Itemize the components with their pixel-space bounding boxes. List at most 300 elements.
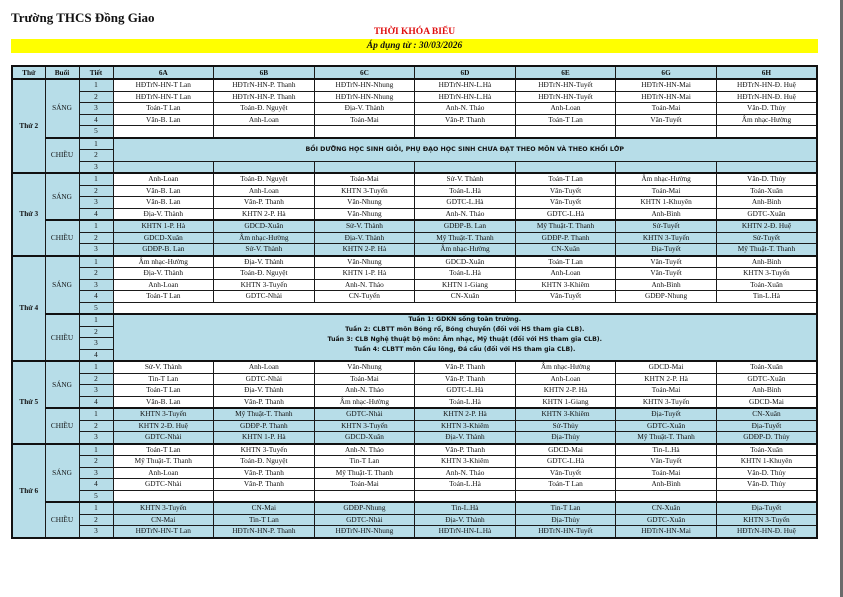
lesson-cell: Anh-Bình bbox=[616, 208, 717, 220]
lesson-cell: GDCD-Mai bbox=[716, 396, 817, 408]
applied-date-banner: Áp dụng từ : 30/03/2026 bbox=[11, 39, 818, 53]
lesson-cell: Anh-Bình bbox=[616, 279, 717, 291]
lesson-cell: KHTN 1-Giang bbox=[415, 279, 516, 291]
period-number: 2 bbox=[79, 456, 113, 468]
period-number: 2 bbox=[79, 420, 113, 432]
period-number: 4 bbox=[79, 114, 113, 126]
table-row bbox=[12, 490, 817, 502]
lesson-cell: HĐTrN-HN-P. Thanh bbox=[214, 91, 315, 103]
lesson-cell: Địa-Tuyết bbox=[616, 408, 717, 420]
lesson-cell: GDĐP-B. Lan bbox=[415, 220, 516, 232]
table-row bbox=[12, 114, 817, 126]
lesson-cell: Văn-Tuyết bbox=[616, 256, 717, 268]
period-number: 1 bbox=[79, 256, 113, 268]
lesson-cell: Anh-Loan bbox=[515, 103, 616, 115]
period-number: 2 bbox=[79, 268, 113, 280]
lesson-cell bbox=[314, 490, 415, 502]
period-number: 1 bbox=[79, 173, 113, 185]
lesson-cell bbox=[716, 126, 817, 138]
lesson-cell: Địa-V. Thành bbox=[415, 432, 516, 444]
note-line: Tuần 4: CLBTT môn Cầu lông, Đá cầu (đối với HS tham gia CLB). bbox=[354, 346, 576, 353]
lesson-cell: GDTC-Xuân bbox=[616, 420, 717, 432]
lesson-cell: Anh-Loan bbox=[515, 373, 616, 385]
lesson-cell: HĐTrN-HN-T Lan bbox=[113, 526, 214, 538]
lesson-cell: Anh-Loan bbox=[214, 361, 315, 373]
period-number: 5 bbox=[79, 302, 113, 314]
lesson-cell: Tin-T Lan bbox=[314, 456, 415, 468]
lesson-cell: KHTN 1-Khuyên bbox=[616, 197, 717, 209]
table-row bbox=[12, 373, 817, 385]
lesson-cell: Anh-N. Thảo bbox=[314, 444, 415, 456]
lesson-cell: GDĐP-P. Thanh bbox=[515, 232, 616, 244]
table-row bbox=[12, 91, 817, 103]
lesson-cell: GDĐP-B. Lan bbox=[113, 244, 214, 256]
lesson-cell: Mỹ Thuật-T. Thanh bbox=[314, 467, 415, 479]
lesson-cell bbox=[415, 126, 516, 138]
lesson-cell: Anh-Bình bbox=[716, 256, 817, 268]
table-row bbox=[12, 385, 817, 397]
period-number: 4 bbox=[79, 208, 113, 220]
lesson-cell: Văn-Nhung bbox=[314, 208, 415, 220]
lesson-cell: Văn-Tuyết bbox=[616, 456, 717, 468]
lesson-cell: CN-Xuân bbox=[515, 244, 616, 256]
lesson-cell: GDCD-Xuân bbox=[415, 256, 516, 268]
lesson-cell: Âm nhạc-Hường bbox=[515, 361, 616, 373]
period-number: 2 bbox=[79, 326, 113, 338]
period-number: 3 bbox=[79, 432, 113, 444]
period-number: 2 bbox=[79, 373, 113, 385]
lesson-cell bbox=[616, 126, 717, 138]
lesson-cell: KHTN 1-P. Hà bbox=[113, 220, 214, 232]
lesson-cell: GDTC-Nhài bbox=[113, 479, 214, 491]
timetable-title: THỜI KHÓA BIỂU bbox=[373, 27, 456, 37]
session-label-morning: SÁNG bbox=[45, 444, 79, 503]
lesson-cell: HĐTrN-HN-Nhung bbox=[314, 91, 415, 103]
col-header-class: 6H bbox=[716, 66, 817, 79]
lesson-cell bbox=[515, 161, 616, 173]
table-row bbox=[12, 502, 817, 514]
lesson-cell: KHTN 1-P. Hà bbox=[314, 268, 415, 280]
period-number: 2 bbox=[79, 150, 113, 162]
lesson-cell: Văn-D. Thủy bbox=[716, 479, 817, 491]
lesson-cell bbox=[415, 490, 516, 502]
lesson-cell bbox=[113, 126, 214, 138]
table-row bbox=[12, 444, 817, 456]
lesson-cell: GDTC-Xuân bbox=[616, 514, 717, 526]
lesson-cell: HĐTrN-HN-T Lan bbox=[113, 79, 214, 91]
lesson-cell: Toán-Xuân bbox=[716, 185, 817, 197]
lesson-cell: Mỹ Thuật-T. Thanh bbox=[716, 244, 817, 256]
table-row bbox=[12, 173, 817, 185]
lesson-cell: Toán-T Lan bbox=[113, 103, 214, 115]
lesson-cell: GDTC-Xuân bbox=[716, 373, 817, 385]
session-label-afternoon: CHIỀU bbox=[45, 502, 79, 538]
lesson-cell: GDTC-Nhài bbox=[314, 408, 415, 420]
table-row bbox=[12, 479, 817, 491]
col-header-day: Thứ bbox=[12, 66, 45, 79]
lesson-cell: Văn-Tuyết bbox=[515, 467, 616, 479]
period-number: 1 bbox=[79, 314, 113, 326]
lesson-cell: Anh-Loan bbox=[113, 279, 214, 291]
table-row bbox=[12, 79, 817, 91]
lesson-cell: GDĐP-Nhung bbox=[616, 291, 717, 303]
lesson-cell: CN-Xuân bbox=[616, 502, 717, 514]
lesson-cell: Toán-T Lan bbox=[515, 173, 616, 185]
col-header-period: Tiết bbox=[79, 66, 113, 79]
lesson-cell: Văn-B. Lan bbox=[113, 114, 214, 126]
lesson-cell: GDTC-Nhài bbox=[214, 291, 315, 303]
lesson-cell: GDĐP-P. Thanh bbox=[214, 420, 315, 432]
lesson-cell: KHTN 3-Tuyến bbox=[113, 502, 214, 514]
lesson-cell: Toán-Đ. Nguyệt bbox=[214, 268, 315, 280]
col-header-class: 6E bbox=[515, 66, 616, 79]
lesson-cell: KHTN 3-Tuyến bbox=[616, 232, 717, 244]
lesson-cell: Anh-N. Thảo bbox=[314, 279, 415, 291]
lesson-cell: Địa-V. Thành bbox=[113, 268, 214, 280]
session-label-afternoon: CHIỀU bbox=[45, 408, 79, 444]
lesson-cell: KHTN 2-P. Hà bbox=[314, 244, 415, 256]
lesson-cell: KHTN 2-Đ. Huệ bbox=[113, 420, 214, 432]
lesson-cell: Anh-N. Thảo bbox=[415, 103, 516, 115]
lesson-cell: CN-Xuân bbox=[415, 291, 516, 303]
lesson-cell: Văn-D. Thủy bbox=[716, 103, 817, 115]
lesson-cell bbox=[616, 161, 717, 173]
lesson-cell: HĐTrN-HN-Đ. Huệ bbox=[716, 91, 817, 103]
lesson-cell: Văn-B. Lan bbox=[113, 396, 214, 408]
lesson-cell: Âm nhạc-Hường bbox=[314, 396, 415, 408]
lesson-cell: KHTN 3-Khiêm bbox=[515, 279, 616, 291]
lesson-cell: Văn-P. Thanh bbox=[415, 444, 516, 456]
lesson-cell: Văn-Tuyết bbox=[515, 197, 616, 209]
lesson-cell: KHTN 1-P. Hà bbox=[214, 432, 315, 444]
period-number: 1 bbox=[79, 79, 113, 91]
col-header-class: 6A bbox=[113, 66, 214, 79]
table-row bbox=[12, 361, 817, 373]
col-header-class: 6B bbox=[214, 66, 315, 79]
table-row bbox=[12, 432, 817, 444]
lesson-cell: GDTC-L.Hà bbox=[515, 208, 616, 220]
lesson-cell: Văn-P. Thanh bbox=[214, 396, 315, 408]
lesson-cell: Toán-Mai bbox=[314, 373, 415, 385]
col-header-class: 6D bbox=[415, 66, 516, 79]
lesson-cell: KHTN 3-Tuyến bbox=[314, 185, 415, 197]
lesson-cell: Địa-V. Thành bbox=[113, 208, 214, 220]
lesson-cell: KHTN 3-Tuyến bbox=[214, 279, 315, 291]
lesson-cell: GDTC-Xuân bbox=[716, 208, 817, 220]
lesson-cell: HĐTrN-HN-P. Thanh bbox=[214, 526, 315, 538]
lesson-cell: HĐTrN-HN-Mai bbox=[616, 79, 717, 91]
lesson-cell: KHTN 3-Tuyến bbox=[314, 420, 415, 432]
lesson-cell: Toán-Mai bbox=[616, 385, 717, 397]
lesson-cell: Toán-T Lan bbox=[515, 256, 616, 268]
lesson-cell: HĐTrN-HN-L.Hà bbox=[415, 79, 516, 91]
club-activity-notes bbox=[113, 314, 817, 361]
table-row bbox=[12, 396, 817, 408]
lesson-cell: KHTN 2-P. Hà bbox=[515, 385, 616, 397]
period-number: 4 bbox=[79, 349, 113, 361]
lesson-cell: Tin-T Lan bbox=[214, 514, 315, 526]
lesson-cell: Toán-Xuân bbox=[716, 361, 817, 373]
session-label-morning: SÁNG bbox=[45, 173, 79, 220]
lesson-cell: HĐTrN-HN-Mai bbox=[616, 91, 717, 103]
lesson-cell: Văn-P. Thanh bbox=[214, 197, 315, 209]
table-row bbox=[12, 220, 817, 232]
lesson-cell: Toán-L.Hà bbox=[415, 396, 516, 408]
lesson-cell bbox=[415, 161, 516, 173]
lesson-cell: Văn-B. Lan bbox=[113, 197, 214, 209]
lesson-cell: Tin-T Lan bbox=[113, 373, 214, 385]
lesson-cell: GDTC-L.Hà bbox=[515, 456, 616, 468]
lesson-cell: Sử-V. Thành bbox=[214, 244, 315, 256]
period-number: 1 bbox=[79, 408, 113, 420]
lesson-cell: GDTC-Nhài bbox=[113, 432, 214, 444]
lesson-cell: Văn-P. Thanh bbox=[415, 373, 516, 385]
lesson-cell: Toán-Mai bbox=[314, 173, 415, 185]
period-number: 3 bbox=[79, 197, 113, 209]
lesson-cell: Âm nhạc-Hường bbox=[415, 244, 516, 256]
table-row bbox=[12, 302, 817, 314]
lesson-cell: Mỹ Thuật-T. Thanh bbox=[515, 220, 616, 232]
lesson-cell: Mỹ Thuật-T. Thanh bbox=[415, 232, 516, 244]
lesson-cell: Anh-Bình bbox=[716, 385, 817, 397]
lesson-cell: GDTC-Nhài bbox=[314, 514, 415, 526]
col-header-class: 6C bbox=[314, 66, 415, 79]
lesson-cell: Toán-T Lan bbox=[113, 444, 214, 456]
lesson-cell: Toán-T Lan bbox=[113, 385, 214, 397]
lesson-cell bbox=[214, 490, 315, 502]
table-row bbox=[12, 279, 817, 291]
lesson-cell bbox=[515, 126, 616, 138]
lesson-cell: CN-Xuân bbox=[716, 408, 817, 420]
lesson-cell: CN-Mai bbox=[113, 514, 214, 526]
period-number: 2 bbox=[79, 185, 113, 197]
lesson-cell: Anh-N. Thảo bbox=[415, 467, 516, 479]
table-row bbox=[12, 256, 817, 268]
lesson-cell: Sử-V. Thành bbox=[113, 361, 214, 373]
lesson-cell: HĐTrN-HN-L.Hà bbox=[415, 91, 516, 103]
timetable-body bbox=[12, 79, 817, 538]
period-number: 1 bbox=[79, 444, 113, 456]
period-number: 3 bbox=[79, 279, 113, 291]
lesson-cell: KHTN 2-P. Hà bbox=[214, 208, 315, 220]
lesson-cell: Toán-Đ. Nguyệt bbox=[214, 456, 315, 468]
lesson-cell: HĐTrN-HN-Đ. Huệ bbox=[716, 79, 817, 91]
note-line: Tuần 3: CLB Nghệ thuật bộ môn: Âm nhạc, Mỹ thuật (đối với HS tham gia CLB). bbox=[327, 336, 602, 343]
lesson-cell: Địa-Tuyết bbox=[716, 502, 817, 514]
table-row bbox=[12, 138, 817, 150]
period-number: 3 bbox=[79, 338, 113, 350]
lesson-cell bbox=[113, 490, 214, 502]
table-row bbox=[12, 197, 817, 209]
period-number: 4 bbox=[79, 291, 113, 303]
lesson-cell: Toán-Xuân bbox=[716, 279, 817, 291]
table-row bbox=[12, 514, 817, 526]
lesson-cell: CN-Mai bbox=[214, 502, 315, 514]
lesson-cell: Toán-Đ. Nguyệt bbox=[214, 173, 315, 185]
lesson-cell: KHTN 3-Tuyến bbox=[716, 268, 817, 280]
lesson-cell: Toán-Đ. Nguyệt bbox=[214, 103, 315, 115]
table-row bbox=[12, 408, 817, 420]
lesson-cell: KHTN 2-P. Hà bbox=[415, 408, 516, 420]
lesson-cell: KHTN 3-Tuyến bbox=[113, 408, 214, 420]
lesson-cell bbox=[214, 161, 315, 173]
lesson-cell: Sử-V. Thành bbox=[415, 173, 516, 185]
lesson-cell: CN-Tuyến bbox=[314, 291, 415, 303]
lesson-cell: GDCD-Mai bbox=[515, 444, 616, 456]
lesson-cell: Anh-Loan bbox=[214, 114, 315, 126]
lesson-cell bbox=[716, 490, 817, 502]
lesson-cell: Văn-P. Thanh bbox=[415, 361, 516, 373]
period-number: 1 bbox=[79, 502, 113, 514]
period-number: 3 bbox=[79, 526, 113, 538]
lesson-cell: Địa-V. Thành bbox=[214, 385, 315, 397]
session-label-afternoon: CHIỀU bbox=[45, 314, 79, 361]
lesson-cell: HĐTrN-HN-T Lan bbox=[113, 91, 214, 103]
lesson-cell: Toán-T Lan bbox=[515, 479, 616, 491]
lesson-cell: Văn-D. Thủy bbox=[716, 467, 817, 479]
table-row bbox=[12, 291, 817, 303]
lesson-cell: Tin-L.Hà bbox=[616, 444, 717, 456]
period-number: 3 bbox=[79, 467, 113, 479]
lesson-cell: GDCD-Xuân bbox=[214, 220, 315, 232]
lesson-cell: Âm nhạc-Hường bbox=[716, 114, 817, 126]
lesson-cell: Toán-L.Hà bbox=[415, 185, 516, 197]
lesson-cell: HĐTrN-HN-Tuyết bbox=[515, 91, 616, 103]
lesson-cell bbox=[314, 161, 415, 173]
lesson-cell: HĐTrN-HN-Tuyết bbox=[515, 79, 616, 91]
lesson-cell: Âm nhạc-Hường bbox=[113, 256, 214, 268]
lesson-cell: GDTC-L.Hà bbox=[415, 197, 516, 209]
table-row bbox=[12, 244, 817, 256]
lesson-cell: Địa-Tuyết bbox=[616, 244, 717, 256]
period-number: 3 bbox=[79, 244, 113, 256]
period-number: 3 bbox=[79, 385, 113, 397]
lesson-cell: Toán-Mai bbox=[314, 479, 415, 491]
lesson-cell: GDCD-Xuân bbox=[314, 432, 415, 444]
lesson-cell: Toán-L.Hà bbox=[415, 268, 516, 280]
table-row bbox=[12, 232, 817, 244]
period-number: 1 bbox=[79, 138, 113, 150]
lesson-cell: Toán-T Lan bbox=[515, 114, 616, 126]
lesson-cell: Toán-T Lan bbox=[113, 291, 214, 303]
lesson-cell: Toán-Mai bbox=[616, 103, 717, 115]
lesson-cell: KHTN 3-Khiêm bbox=[415, 420, 516, 432]
day-label: Thứ 3 bbox=[12, 173, 45, 256]
lesson-cell: HĐTrN-HN-Tuyết bbox=[515, 526, 616, 538]
lesson-cell: Văn-Nhung bbox=[314, 256, 415, 268]
lesson-cell: Mỹ Thuật-T. Thanh bbox=[113, 456, 214, 468]
table-row bbox=[12, 467, 817, 479]
lesson-cell: HĐTrN-HN-P. Thanh bbox=[214, 79, 315, 91]
lesson-cell: Anh-N. Thảo bbox=[314, 385, 415, 397]
lesson-cell: Anh-Loan bbox=[515, 268, 616, 280]
lesson-cell: Mỹ Thuật-T. Thanh bbox=[616, 432, 717, 444]
lesson-cell: Âm nhạc-Hường bbox=[616, 173, 717, 185]
lesson-cell: Địa-Thủy bbox=[515, 432, 616, 444]
table-row bbox=[12, 103, 817, 115]
period-number: 4 bbox=[79, 396, 113, 408]
table-row bbox=[12, 208, 817, 220]
session-label-morning: SÁNG bbox=[45, 256, 79, 315]
lesson-cell: KHTN 3-Tuyến bbox=[616, 396, 717, 408]
lesson-cell: Anh-Bình bbox=[616, 479, 717, 491]
day-label: Thứ 2 bbox=[12, 79, 45, 173]
lesson-cell: GDCD-Mai bbox=[616, 361, 717, 373]
lesson-cell: KHTN 3-Khiêm bbox=[515, 408, 616, 420]
lesson-cell: HĐTrN-HN-Nhung bbox=[314, 526, 415, 538]
lesson-cell: Văn-P. Thanh bbox=[214, 479, 315, 491]
lesson-cell: Văn-P. Thanh bbox=[214, 467, 315, 479]
table-row bbox=[12, 420, 817, 432]
lesson-cell: Toán-Xuân bbox=[716, 444, 817, 456]
lesson-cell: HĐTrN-HN-Nhung bbox=[314, 79, 415, 91]
day-label: Thứ 4 bbox=[12, 256, 45, 362]
note-line: Tuần 2: CLBTT môn Bóng rổ, Bóng chuyền (đối với HS tham gia CLB). bbox=[345, 326, 585, 333]
lesson-cell: Văn-Tuyết bbox=[515, 291, 616, 303]
lesson-cell: Văn-Tuyết bbox=[616, 114, 717, 126]
lesson-cell: Địa-V. Thành bbox=[415, 514, 516, 526]
period-number: 5 bbox=[79, 490, 113, 502]
afternoon-banner: BỒI DƯỠNG HỌC SINH GIỎI, PHỤ ĐẠO HỌC SINH CHƯA ĐẠT THEO MÔN VÀ THEO KHỐI LỚP bbox=[113, 138, 817, 162]
lesson-cell: HĐTrN-HN-Đ. Huệ bbox=[716, 526, 817, 538]
lesson-cell: GDĐP-D. Thủy bbox=[716, 432, 817, 444]
lesson-cell: HĐTrN-HN-Mai bbox=[616, 526, 717, 538]
lesson-cell: Toán-Mai bbox=[616, 185, 717, 197]
lesson-cell: Âm nhạc-Hường bbox=[214, 232, 315, 244]
lesson-cell: Toán-L.Hà bbox=[415, 479, 516, 491]
lesson-cell: Anh-Loan bbox=[113, 173, 214, 185]
lesson-cell: Văn-D. Thủy bbox=[716, 173, 817, 185]
period-number: 2 bbox=[79, 514, 113, 526]
period-number: 3 bbox=[79, 161, 113, 173]
school-name: Trường THCS Đồng Giao bbox=[11, 10, 155, 25]
session-label-morning: SÁNG bbox=[45, 79, 79, 138]
lesson-cell: Tin-L.Hà bbox=[415, 502, 516, 514]
lesson-cell: Toán-Mai bbox=[616, 467, 717, 479]
table-row bbox=[12, 268, 817, 280]
lesson-cell: KHTN 3-Tuyến bbox=[716, 514, 817, 526]
table-row bbox=[12, 314, 817, 326]
table-row bbox=[12, 185, 817, 197]
lesson-cell: Toán-Mai bbox=[314, 114, 415, 126]
lesson-cell: Mỹ Thuật-T. Thanh bbox=[214, 408, 315, 420]
lesson-cell: KHTN 3-Khiêm bbox=[415, 456, 516, 468]
timetable bbox=[11, 65, 818, 539]
lesson-cell: GDTC-Nhài bbox=[214, 373, 315, 385]
table-row bbox=[12, 161, 817, 173]
period-number: 3 bbox=[79, 103, 113, 115]
col-header-class: 6G bbox=[616, 66, 717, 79]
table-row bbox=[12, 456, 817, 468]
lesson-cell: Tin-T Lan bbox=[515, 502, 616, 514]
period-number: 5 bbox=[79, 126, 113, 138]
lesson-cell: HĐTrN-HN-L.Hà bbox=[415, 526, 516, 538]
lesson-cell: Sử-Thủy bbox=[515, 420, 616, 432]
note-line: Tuần 1: GDKN sống toàn trường. bbox=[408, 316, 522, 323]
lesson-cell: Văn-B. Lan bbox=[113, 185, 214, 197]
lesson-cell: GDĐP-Nhung bbox=[314, 502, 415, 514]
empty-merged-cell bbox=[113, 302, 817, 314]
lesson-cell: Anh-N. Thảo bbox=[415, 208, 516, 220]
lesson-cell: Địa-V. Thành bbox=[314, 232, 415, 244]
lesson-cell: Tin-L.Hà bbox=[716, 291, 817, 303]
lesson-cell: GDCD-Xuân bbox=[113, 232, 214, 244]
lesson-cell bbox=[515, 490, 616, 502]
lesson-cell: GDTC-L.Hà bbox=[415, 385, 516, 397]
lesson-cell bbox=[314, 126, 415, 138]
period-number: 2 bbox=[79, 91, 113, 103]
lesson-cell bbox=[113, 161, 214, 173]
